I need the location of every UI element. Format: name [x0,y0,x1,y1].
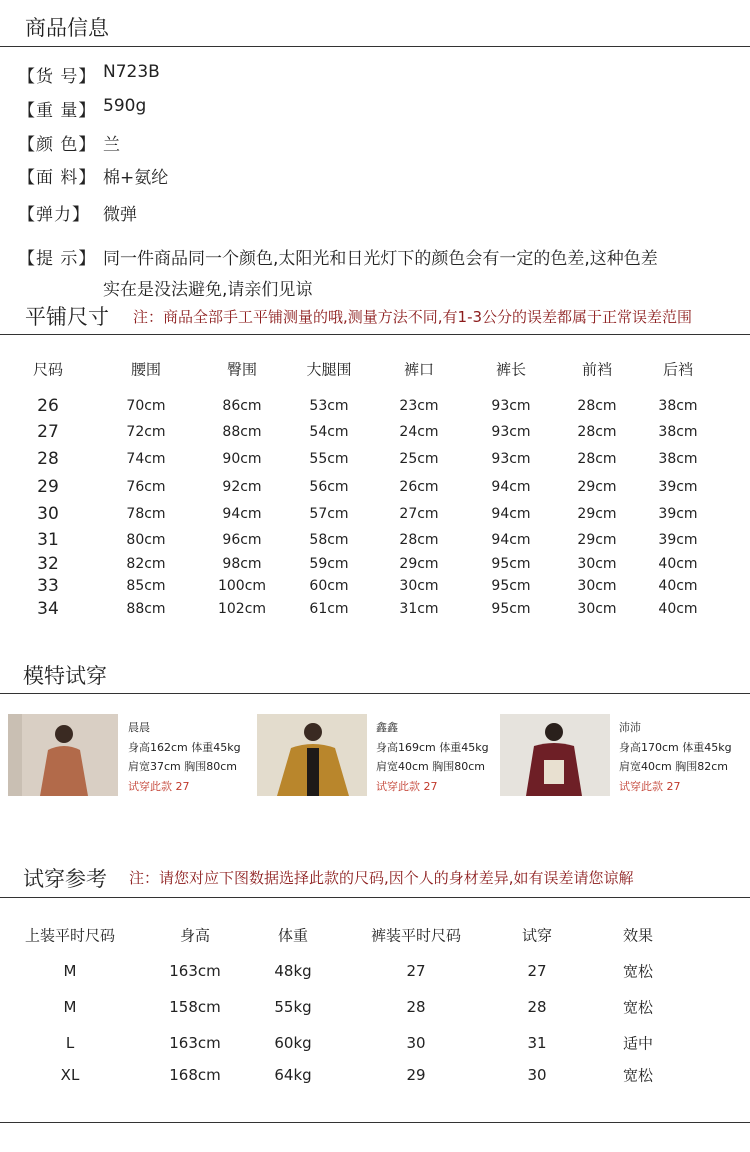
size-table-cell: 23cm [399,398,439,414]
fit-table-cell: M [63,998,77,1016]
model-body: 身高162cm 体重45kg [128,740,241,754]
item-no-value: N723B [103,62,160,82]
fit-table-header: 试穿 [521,926,553,945]
divider [0,897,750,898]
size-table-cell: 30cm [577,556,617,572]
size-table-cell: 24cm [399,424,439,440]
size-table-cell: 39cm [658,532,698,548]
fit-table-cell: 163cm [169,962,221,980]
fit-reference-title: 试穿参考 [23,867,107,891]
size-table-cell: 88cm [222,424,262,440]
stretch-label: 【弹力】 [18,205,90,225]
size-table-size-cell: 26 [37,396,59,416]
size-table-cell: 58cm [309,532,349,548]
divider [0,46,750,47]
fit-table-cell: 宽松 [622,1066,654,1085]
model-measure: 肩宽40cm 胸围82cm [619,760,729,773]
size-table-cell: 40cm [658,556,698,572]
size-table-cell: 38cm [658,424,698,440]
size-table-header: 裤长 [495,360,527,379]
size-table-size-cell: 28 [37,449,59,469]
fabric-value: 棉+氨纶 [103,168,169,188]
size-table-header: 裤口 [403,360,435,379]
model-measure: 肩宽37cm 胸围80cm [128,760,238,773]
size-table-cell: 29cm [577,479,617,495]
size-table-header: 尺码 [32,360,64,379]
size-table-size-cell: 33 [37,576,59,596]
size-table-cell: 56cm [309,479,349,495]
size-table-cell: 61cm [309,601,349,617]
model-photo [8,714,118,796]
size-table-size-cell: 27 [37,422,59,442]
tip-label: 【提 示】 [18,249,97,269]
divider [0,1122,750,1123]
fit-table-header: 效果 [622,926,654,945]
size-table-cell: 29cm [577,506,617,522]
size-table-cell: 72cm [126,424,166,440]
size-table-cell: 70cm [126,398,166,414]
fit-table-cell: 宽松 [622,962,654,981]
model-photo [257,714,367,796]
size-table-cell: 102cm [217,601,267,617]
divider [0,693,750,694]
size-table-cell: 28cm [577,451,617,467]
size-table-cell: 95cm [491,601,531,617]
size-table-cell: 30cm [577,578,617,594]
item-no-label: 【货 号】 [18,67,97,87]
fit-table-cell: L [65,1034,75,1052]
size-table-header: 前裆 [581,360,613,379]
try-on-link[interactable]: 试穿此款 27 [619,779,681,793]
weight-label: 【重 量】 [18,101,97,121]
size-table-cell: 96cm [222,532,262,548]
fit-table-cell: 30 [527,1066,547,1084]
size-table-cell: 40cm [658,578,698,594]
fit-table-cell: 28 [406,998,426,1016]
divider [0,334,750,335]
model-photo-image [257,714,367,796]
fit-table-cell: 48kg [274,962,312,980]
size-table-cell: 88cm [126,601,166,617]
size-table-size-cell: 30 [37,504,59,524]
fit-reference-note: 注：请您对应下图数据选择此款的尺码,因个人的身材差异,如有误差请您谅解 [129,869,634,887]
size-table-cell: 53cm [309,398,349,414]
weight-value: 590g [103,96,147,116]
model-measure: 肩宽40cm 胸围80cm [376,760,486,773]
size-table-cell: 94cm [491,532,531,548]
size-table-cell: 76cm [126,479,166,495]
size-table-cell: 100cm [217,578,267,594]
fit-table-header: 上装平时尺码 [24,926,116,945]
fit-table-header: 身高 [179,926,211,945]
size-chart-title: 平铺尺寸 [25,305,109,329]
fit-table-cell: 适中 [622,1034,654,1053]
size-table-cell: 92cm [222,479,262,495]
fit-table-cell: 宽松 [622,998,654,1017]
size-table-cell: 94cm [491,506,531,522]
size-table-cell: 85cm [126,578,166,594]
size-table-cell: 30cm [577,601,617,617]
size-table-cell: 29cm [577,532,617,548]
size-table-size-cell: 32 [37,554,59,574]
tip-line-1: 同一件商品同一个颜色,太阳光和日光灯下的颜色会有一定的色差,这种色差 [103,249,658,269]
size-table-cell: 93cm [491,424,531,440]
size-table-size-cell: 34 [37,599,59,619]
size-table-cell: 54cm [309,424,349,440]
size-table-cell: 93cm [491,451,531,467]
size-table-cell: 28cm [577,424,617,440]
model-name: 鑫鑫 [376,721,398,734]
fabric-label: 【面 料】 [18,168,97,188]
color-label: 【颜 色】 [18,135,97,155]
try-on-link[interactable]: 试穿此款 27 [128,779,190,793]
size-table-header: 后裆 [662,360,694,379]
try-on-link[interactable]: 试穿此款 27 [376,779,438,793]
color-value: 兰 [103,135,120,155]
size-table-size-cell: 29 [37,477,59,497]
size-table-cell: 94cm [222,506,262,522]
size-table-cell: 82cm [126,556,166,572]
size-table-cell: 90cm [222,451,262,467]
fit-table-header: 裤装平时尺码 [370,926,462,945]
size-table-cell: 94cm [491,479,531,495]
size-table-cell: 29cm [399,556,439,572]
size-table-cell: 26cm [399,479,439,495]
size-table-cell: 38cm [658,451,698,467]
size-table-cell: 74cm [126,451,166,467]
fit-table-header: 体重 [277,926,309,945]
fit-table-cell: 163cm [169,1034,221,1052]
fit-table-cell: M [63,962,77,980]
size-table-cell: 40cm [658,601,698,617]
model-photo-image [8,714,118,796]
size-table-cell: 28cm [577,398,617,414]
fit-table-cell: 30 [406,1034,426,1052]
fit-table-cell: XL [60,1066,80,1084]
model-tryon-title: 模特试穿 [23,664,107,688]
size-table-cell: 28cm [399,532,439,548]
size-table-cell: 78cm [126,506,166,522]
fit-table-cell: 55kg [274,998,312,1016]
size-table-cell: 98cm [222,556,262,572]
size-table-cell: 38cm [658,398,698,414]
size-table-header: 臀围 [226,360,258,379]
size-table-cell: 30cm [399,578,439,594]
fit-table-cell: 31 [527,1034,547,1052]
fit-table-cell: 29 [406,1066,426,1084]
size-table-cell: 27cm [399,506,439,522]
model-name: 沛沛 [619,721,641,734]
model-info [376,718,489,796]
product-info-title: 商品信息 [25,16,109,40]
model-body: 身高170cm 体重45kg [619,740,732,754]
size-table-header: 大腿围 [306,360,352,379]
size-table-cell: 93cm [491,398,531,414]
model-body: 身高169cm 体重45kg [376,740,489,754]
model-photo-image [500,714,610,796]
stretch-value: 微弹 [103,205,137,225]
size-table-cell: 60cm [309,578,349,594]
fit-table-cell: 28 [527,998,547,1016]
size-table-header: 腰围 [130,360,162,379]
fit-table-cell: 168cm [169,1066,221,1084]
fit-table-cell: 27 [527,962,547,980]
size-table-cell: 25cm [399,451,439,467]
model-name: 晨晨 [128,721,150,734]
fit-table-cell: 60kg [274,1034,312,1052]
tip-line-2: 实在是没法避免,请亲们见谅 [103,280,313,300]
size-table-cell: 39cm [658,479,698,495]
size-table-cell: 39cm [658,506,698,522]
model-info [619,718,732,796]
size-table-cell: 59cm [309,556,349,572]
size-table-cell: 31cm [399,601,439,617]
model-photo [500,714,610,796]
fit-table-cell: 158cm [169,998,221,1016]
size-table-cell: 55cm [309,451,349,467]
size-table-cell: 80cm [126,532,166,548]
model-info [128,718,241,796]
fit-table-cell: 27 [406,962,426,980]
size-table-cell: 57cm [309,506,349,522]
fit-table-cell: 64kg [274,1066,312,1084]
size-table-cell: 95cm [491,578,531,594]
size-table-size-cell: 31 [37,530,59,550]
size-chart-note: 注：商品全部手工平铺测量的哦,测量方法不同,有1-3公分的误差都属于正常误差范围 [133,308,693,326]
size-table-cell: 95cm [491,556,531,572]
size-table-cell: 86cm [222,398,262,414]
